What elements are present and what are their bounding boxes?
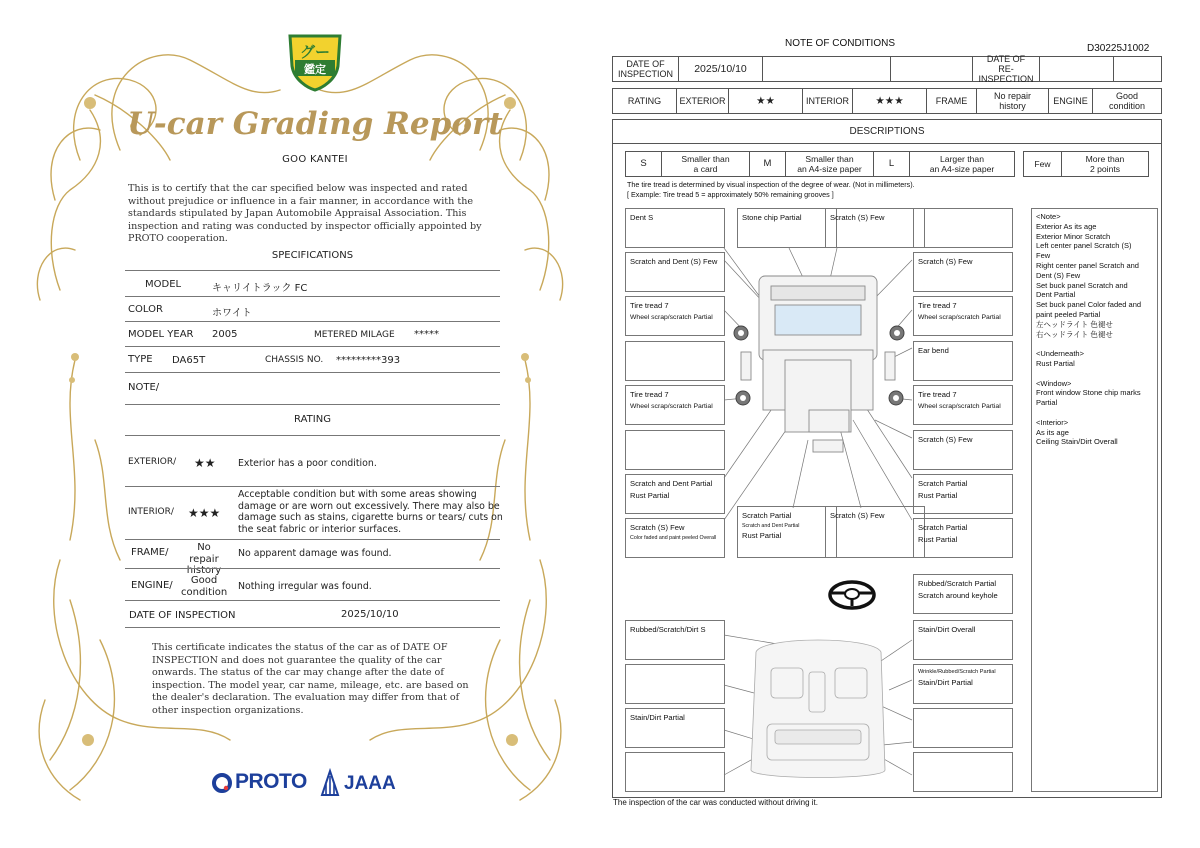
empty-cell — [763, 57, 891, 81]
goo-kantei-badge-logo — [286, 30, 344, 92]
note-box-empty — [625, 752, 725, 792]
engine-value: Good condition — [1108, 91, 1146, 111]
interior-stars: ★★★ — [853, 89, 927, 113]
model-label: MODEL — [145, 279, 182, 290]
steering-wheel-icon — [830, 582, 874, 608]
legend-key-m: M — [750, 152, 786, 176]
note-box-empty — [625, 430, 725, 470]
descriptions-heading: DESCRIPTIONS — [613, 120, 1161, 144]
color-value: ホワイト — [212, 308, 252, 319]
divider — [125, 435, 500, 436]
date-of-inspection-label: DATE OF INSPECTION — [613, 57, 679, 81]
document-id: D30225J1002 — [1087, 43, 1150, 54]
divider — [125, 404, 500, 405]
note-box-stain-dirt-overall: Stain/Dirt Overall — [913, 620, 1013, 660]
note-label: NOTE/ — [128, 382, 160, 393]
legend-key-few: Few — [1024, 152, 1062, 176]
note-box-ear-bend: Ear bend — [913, 341, 1013, 381]
date-of-inspection-value: 2025/10/10 — [679, 57, 763, 81]
divider — [125, 270, 500, 271]
inspection-date-row — [612, 56, 1162, 82]
chassis-label: CHASSIS NO. — [265, 355, 324, 365]
proto-logo-icon — [212, 772, 232, 796]
note-box-empty — [625, 664, 725, 704]
engine-value: Good condition — [181, 575, 228, 598]
model-value: キャリイトラック FC — [212, 283, 308, 294]
type-value: DA65T — [172, 355, 206, 366]
date-of-reinspection-value — [1040, 57, 1114, 81]
jaaa-logo-icon — [320, 770, 340, 796]
divider — [125, 568, 500, 569]
note-box-scratch-dent-few: Scratch and Dent (S) Few — [625, 252, 725, 292]
date-of-reinspection-label: DATE OF RE-INSPECTION — [973, 57, 1040, 81]
rating-label: RATING — [613, 89, 677, 113]
note-box-scratch-partial-bottom-center: Scratch Partial Scratch and Dent Partial Rust Partial — [737, 506, 837, 558]
engine-label: ENGINE/ — [131, 580, 173, 591]
interior-label: INTERIOR — [803, 89, 853, 113]
divider — [125, 346, 500, 347]
chassis-value: *********393 — [336, 355, 401, 366]
legend-key-s: S — [626, 152, 662, 176]
frame-value: No repair history — [977, 89, 1049, 113]
model-year-value: 2005 — [212, 329, 238, 340]
engine-label: ENGINE — [1049, 89, 1093, 113]
svg-text:鑑定: 鑑定 — [304, 63, 326, 76]
exterior-label: EXTERIOR/ — [128, 457, 177, 467]
note-box-scratch-few-bottom-left: Scratch (S) Few Color faded and paint peeled Overall — [625, 518, 725, 558]
frame-label: FRAME — [927, 89, 977, 113]
jaaa-logo: JAAA — [344, 773, 396, 794]
note-box-tire-front-right: Tire tread 7 Wheel scrap/scratch Partial — [913, 296, 1013, 336]
exterior-stars: ★★ — [194, 456, 216, 470]
note-box-scratch-few-right-mid: Scratch (S) Few — [913, 430, 1013, 470]
date-of-inspection-label: DATE OF INSPECTION — [129, 610, 236, 621]
tread-example: [ Example: Tire tread 5 = approximately 50% remaining grooves ] — [627, 190, 834, 199]
conditions-title: NOTE OF CONDITIONS — [785, 38, 895, 49]
model-year-label: MODEL YEAR — [128, 329, 194, 340]
interior-description: Acceptable condition but with some areas showing damage or are worn out excessively. There may also be damage such as stains, cigarette burns or tears/ cuts on the seat fabric or interior surfaces. — [238, 489, 503, 535]
legend-desc-few: More than 2 points — [1085, 154, 1125, 174]
conditions-footer: The inspection of the car was conducted without driving it. — [613, 798, 818, 807]
note-box-tire-rear-right: Tire tread 7 Wheel scrap/scratch Partial — [913, 385, 1013, 425]
empty-cell — [1114, 57, 1161, 81]
frame-description: No apparent damage was found. — [238, 548, 392, 559]
frame-label: FRAME/ — [131, 547, 169, 558]
certificate-intro: This is to certify that the car specified below was inspected and rated without prejudice or influence in a fair manner, in accordance with the standards stipulated by Japan Automobile Appraisal Association. This inspection and rating was conducted by inspector officially appointed by PROTO cooperation. — [128, 183, 482, 245]
divider — [125, 627, 500, 628]
divider — [125, 600, 500, 601]
color-label: COLOR — [128, 304, 163, 315]
note-box-empty — [913, 752, 1013, 792]
legend-key-l: L — [874, 152, 910, 176]
metered-milage-value: ***** — [414, 329, 439, 340]
note-box-stone-chip: Stone chip Partial — [737, 208, 837, 248]
frame-value: No repair history — [186, 542, 222, 577]
svg-text:グー: グー — [299, 43, 331, 61]
interior-stars: ★★★ — [188, 506, 221, 520]
exterior-label: EXTERIOR — [677, 89, 729, 113]
note-of-conditions-sheet — [605, 0, 1200, 848]
divider — [125, 486, 500, 487]
rating-heading: RATING — [294, 414, 331, 425]
note-box-scratch-partial-bottom-right: Scratch Partial Rust Partial — [913, 518, 1013, 558]
divider — [125, 296, 500, 297]
empty-cell — [891, 57, 973, 81]
note-box-steering-wheel: Rubbed/Scratch Partial Scratch around keyhole — [913, 574, 1013, 614]
engine-description: Nothing irregular was found. — [238, 581, 372, 592]
side-notes: <Note> Exterior As its age Exterior Minor Scratch Left center panel Scratch (S) Few Right center panel Scratch and Dent (S) Few Set buck panel Scratch and Dent Partial Set buck panel Color faded and paint peeled Partial 左ヘッドライト 色褪せ 右ヘッドライト 色褪せ <Underneath> Rust Partial <Window> Front window Stone chip marks Partial <Interior> As its age Ceiling Stain/Dirt Overall — [1031, 208, 1158, 792]
note-box-scratch-dent-partial: Scratch and Dent Partial Rust Partial — [625, 474, 725, 514]
note-box-empty — [625, 341, 725, 381]
exterior-description: Exterior has a poor condition. — [238, 458, 377, 469]
legend-desc-l: Larger than an A4-size paper — [929, 154, 995, 174]
metered-milage-label: METERED MILAGE — [314, 330, 395, 340]
specifications-heading: SPECIFICATIONS — [271, 250, 354, 261]
proto-logo: PROTO — [235, 770, 307, 793]
note-box-rubbed-dirt: Rubbed/Scratch/Dirt S — [625, 620, 725, 660]
certificate-subtitle: GOO KANTEI — [282, 154, 348, 165]
svg-text:U-car Grading Report: U-car Grading Report — [127, 106, 503, 142]
legend-desc-m: Smaller than an A4-size paper — [786, 152, 874, 176]
type-label: TYPE — [128, 354, 153, 365]
descriptions-panel — [612, 119, 1162, 798]
rating-row — [612, 88, 1162, 114]
note-box-scratch-few-bottom-center: Scratch (S) Few — [825, 506, 925, 558]
divider — [125, 372, 500, 373]
note-box-empty — [913, 708, 1013, 748]
note-box-scratch-partial-right: Scratch Partial Rust Partial — [913, 474, 1013, 514]
note-box-scratch-few-top: Scratch (S) Few — [825, 208, 925, 248]
note-box-empty — [913, 208, 1013, 248]
interior-label: INTERIOR/ — [128, 507, 174, 517]
note-box-dent-s: Dent S — [625, 208, 725, 248]
date-of-inspection-value: 2025/10/10 — [341, 609, 399, 620]
divider — [125, 321, 500, 322]
exterior-stars: ★★ — [729, 89, 803, 113]
certificate-footer: This certificate indicates the status of the car as of DATE OF INSPECTION and does not guarantee the quality of the car onwards. The status of the car may change after the date of inspection. The model year, car name, mileage, etc. are based on the dealer's declaration. The evaluation may differ from that of other inspection organizations. — [152, 642, 469, 716]
tread-note: The tire tread is determined by visual inspection of the degree of wear. (Not in millimeters). — [627, 180, 915, 189]
note-box-wrinkle: Wrinkle/Rubbed/Scratch Partial Stain/Dirt Partial — [913, 664, 1013, 704]
legend-desc-s: Smaller than a card — [662, 152, 750, 176]
note-box-tire-front-left: Tire tread 7 Wheel scrap/scratch Partial — [625, 296, 725, 336]
note-box-stain-dirt-partial: Stain/Dirt Partial — [625, 708, 725, 748]
note-box-tire-rear-left: Tire tread 7 Wheel scrap/scratch Partial — [625, 385, 725, 425]
note-box-scratch-few-right: Scratch (S) Few — [913, 252, 1013, 292]
certificate-title — [127, 98, 503, 148]
divider — [125, 539, 500, 540]
